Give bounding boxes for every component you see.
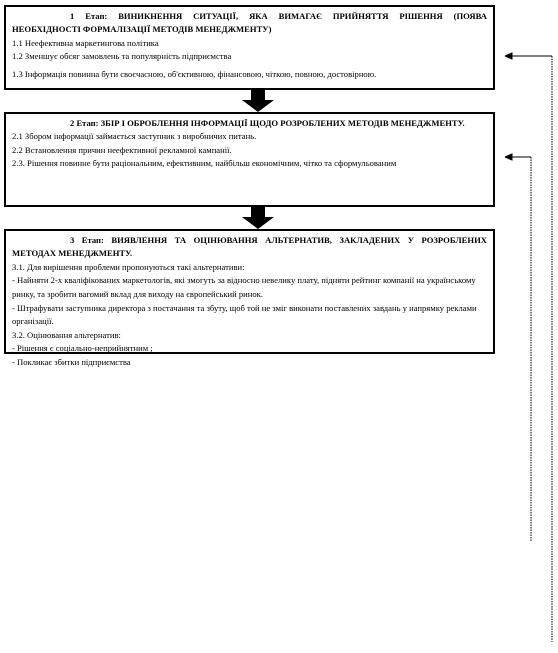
stage-3-box bbox=[4, 229, 495, 367]
stage-3-title: 3 Етап: ВИЯВЛЕННЯ ТА ОЦІНЮВАННЯ АЛЬТЕРНАТИВ, ЗАКЛАДЕНИХ У РОЗРОБЛЕНИХ МЕТОДАХ МЕНЕДЖМЕНТУ. bbox=[12, 235, 487, 259]
stage-3-item: 3.2. Оцінювання альтернатив: bbox=[12, 329, 121, 340]
stage-3-item: - Покликає збитки підприємства bbox=[12, 356, 131, 367]
stage-2-item: 2.3. Рішення повинне бути раціональним, ефективним, найбільш економічним, чітко та сформульованим bbox=[12, 158, 397, 169]
stage-3-item: - Штрафувати заступника директора з постачання та збуту, щоб той не зміг виконати поставлених завдань у напрямку реклами організації. bbox=[12, 302, 477, 327]
stage-2-title: 2 Етап: ЗБІР І ОБРОБЛЕННЯ ІНФОРМАЦІЇ ЩОДО РОЗРОБЛЕНИХ МЕТОДІВ МЕНЕДЖМЕНТУ. bbox=[70, 118, 465, 128]
stage-3-item: 3.1. Для вирішення проблеми пропонуються такі альтернативи: bbox=[12, 261, 245, 272]
stage-3-item: - Рішення є соціально-неприйнятним ; bbox=[12, 343, 153, 354]
stage-2-item: 2.2 Встановлення причин неефективної рекламної кампанії. bbox=[12, 144, 232, 155]
feedback-line-stage2 bbox=[505, 154, 531, 542]
stage-2-box bbox=[4, 112, 495, 207]
stage-1-item: 1.2 Зменшує обсяг замовлень та популярність підприємства bbox=[12, 51, 232, 62]
down-arrow-1 bbox=[242, 90, 274, 112]
stage-2-item: 2.1 Збором інформації займається заступник з виробничих питань. bbox=[12, 131, 257, 142]
stage-3-item: - Найняти 2-х кваліфікованих маркетологів, які змогуть за відносно невелику плату, підняти рейтинг компанії на українському ринку, та зробити вагомий вклад для виходу на європейський ринок. bbox=[12, 275, 476, 299]
feedback-line-stage1 bbox=[505, 53, 552, 642]
stage-1-title: 1 Етап: ВИНИКНЕННЯ СИТУАЦІЇ, ЯКА ВИМАГАЄ ПРИЙНЯТТЯ РІШЕННЯ (ПОЯВА НЕОБХІДНОСТІ ФОРМАЛІЗАЦІЇ МЕТОДІВ МЕНЕДЖМЕНТУ) bbox=[12, 11, 487, 35]
down-arrow-2 bbox=[242, 207, 274, 229]
stage-1-box bbox=[4, 5, 495, 90]
stage-1-item: 1.3 Інформація повинна бути своєчасною, об'єктивною, фінансовою, чіткою, повною, достовірною. bbox=[12, 68, 377, 79]
stage-1-item: 1.1 Неефективна маркетингова політика bbox=[12, 37, 159, 48]
